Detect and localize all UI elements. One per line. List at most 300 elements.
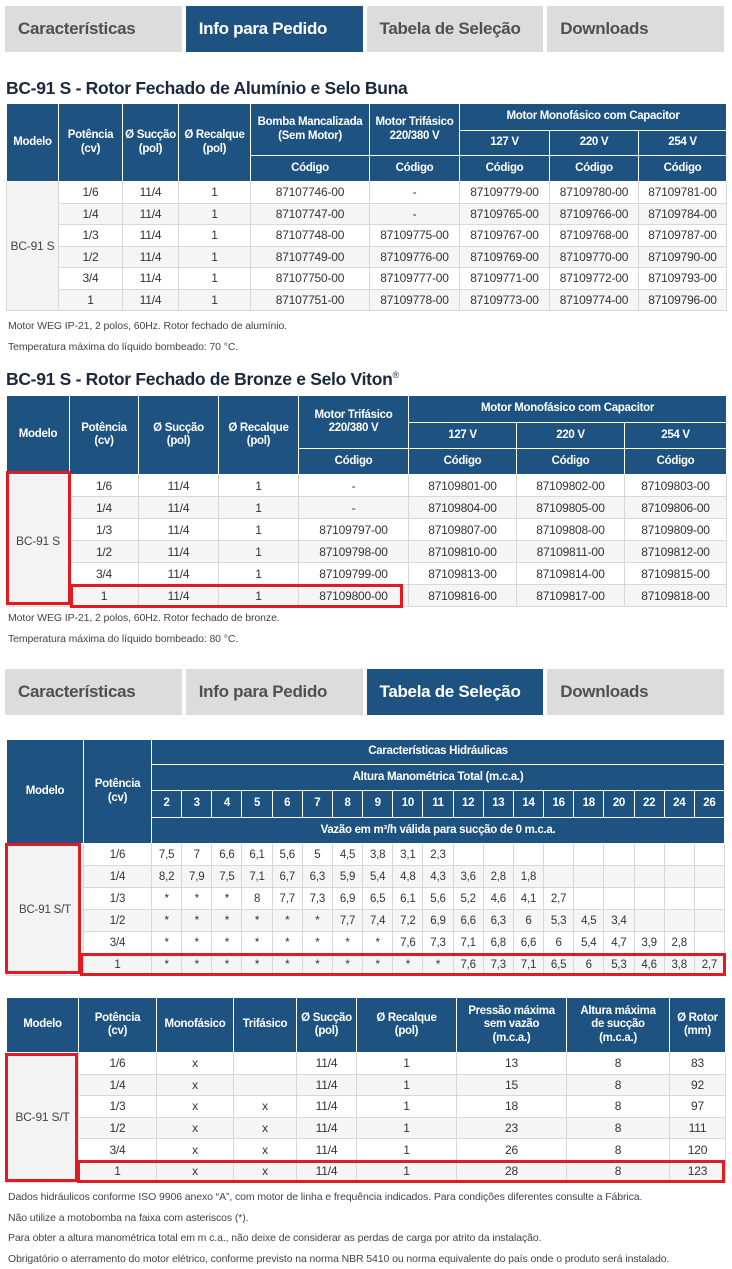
table-cell [234, 1074, 297, 1096]
table-cell: 83 [670, 1053, 726, 1075]
potencia-cell: 1 [84, 954, 152, 976]
vazao-cell [604, 888, 634, 910]
table-cell: 1 [219, 563, 299, 585]
header-220v: 220 V [517, 423, 625, 449]
table-cell: 87109815-00 [625, 563, 727, 585]
table-cell: 1/3 [79, 1096, 157, 1118]
note-line: Não utilize a motobomba na faixa com asteriscos (*). [8, 1208, 669, 1229]
vazao-cell: 4,1 [513, 888, 543, 910]
vazao-cell [664, 844, 694, 866]
model-cell: BC-91 S/T [7, 844, 84, 976]
table-cell: x [157, 1117, 234, 1139]
table-cell: 1/2 [70, 541, 139, 563]
vazao-cell: 6,6 [453, 910, 483, 932]
header-altura-value: 9 [363, 791, 393, 818]
vazao-cell: 4,6 [634, 954, 664, 976]
vazao-cell: 2,7 [544, 888, 574, 910]
table-cell: 11/4 [297, 1117, 357, 1139]
vazao-cell [453, 844, 483, 866]
vazao-cell [634, 888, 664, 910]
table-cell: 87109770-00 [550, 246, 639, 268]
table-cell: 87109778-00 [370, 289, 460, 311]
table-cell: - [299, 475, 409, 497]
header-potencia: Potência (cv) [59, 104, 123, 182]
vazao-cell: * [212, 910, 242, 932]
vazao-cell: * [182, 954, 212, 976]
header-altura-value: 3 [182, 791, 212, 818]
vazao-cell [634, 866, 664, 888]
header-altura-value: 16 [544, 791, 574, 818]
table-cell: 1/3 [70, 519, 139, 541]
tab-info-pedido[interactable]: Info para Pedido [186, 669, 363, 715]
mid-tab-bar [5, 669, 724, 715]
section2-title [6, 369, 399, 390]
table-cell: 87109813-00 [409, 563, 517, 585]
table-cell: 1 [59, 289, 123, 311]
vazao-cell: * [242, 932, 272, 954]
tab-downloads[interactable]: Downloads [547, 669, 724, 715]
header-codigo: Código [460, 156, 550, 182]
vazao-cell [694, 866, 724, 888]
table-cell: 87109803-00 [625, 475, 727, 497]
model-cell: BC-91 S [7, 475, 70, 607]
header-altura-succao: Altura máxima de sucção (m.c.a.) [567, 998, 670, 1053]
vazao-cell: * [212, 888, 242, 910]
table-cell: x [234, 1139, 297, 1161]
header-potencia: Potência (cv) [79, 998, 157, 1053]
table-cell: 92 [670, 1074, 726, 1096]
vazao-cell: 6,8 [483, 932, 513, 954]
table-cell: 1/4 [70, 497, 139, 519]
table-cell: 87109769-00 [460, 246, 550, 268]
table-cell [234, 1053, 297, 1075]
table-cell: 1 [357, 1160, 457, 1182]
table-cell: x [157, 1053, 234, 1075]
vazao-cell [604, 844, 634, 866]
table-cell: x [234, 1160, 297, 1182]
table-cell: 87109805-00 [517, 497, 625, 519]
vazao-cell: 6,5 [363, 888, 393, 910]
table-cell: 1/4 [59, 203, 123, 225]
vazao-cell: * [152, 910, 182, 932]
vazao-cell: 7,6 [393, 932, 423, 954]
table-cell: 87109767-00 [460, 225, 550, 247]
vazao-cell: * [302, 932, 332, 954]
vazao-cell: 6 [513, 910, 543, 932]
vazao-cell: * [152, 932, 182, 954]
header-succao: Ø Sucção (pol) [139, 396, 219, 475]
vazao-cell [694, 844, 724, 866]
table-cell: 1 [219, 585, 299, 607]
vazao-cell: 6,9 [423, 910, 453, 932]
vazao-cell: * [363, 932, 393, 954]
vazao-cell: * [332, 932, 362, 954]
table-cell: 11/4 [139, 563, 219, 585]
vazao-cell [483, 844, 513, 866]
vazao-cell [574, 888, 604, 910]
table-cell: 87109808-00 [517, 519, 625, 541]
vazao-cell [544, 844, 574, 866]
vazao-cell: 7,3 [302, 888, 332, 910]
table-cell: 1 [219, 497, 299, 519]
vazao-cell: * [182, 910, 212, 932]
table-cell: 87109802-00 [517, 475, 625, 497]
header-succao: Ø Sucção (pol) [297, 998, 357, 1053]
vazao-cell: 7,2 [393, 910, 423, 932]
header-codigo: Código [251, 156, 370, 182]
table-cell: x [157, 1160, 234, 1182]
table-row [7, 910, 725, 932]
table-cell: 87109804-00 [409, 497, 517, 519]
table-cell: 11/4 [139, 585, 219, 607]
vazao-cell: * [272, 954, 302, 976]
vazao-cell: 8 [242, 888, 272, 910]
table-cell: 1 [179, 225, 251, 247]
header-altura-value: 4 [212, 791, 242, 818]
vazao-cell: 7 [182, 844, 212, 866]
table-cell: x [157, 1074, 234, 1096]
table-cell: 18 [457, 1096, 567, 1118]
header-monofasico: Motor Monofásico com Capacitor [460, 104, 727, 131]
table-cell: 87109779-00 [460, 182, 550, 204]
vazao-cell [574, 866, 604, 888]
table-cell: 8 [567, 1117, 670, 1139]
table-cell: 26 [457, 1139, 567, 1161]
vazao-cell: * [152, 888, 182, 910]
tab-info-pedido[interactable]: Info para Pedido [186, 6, 363, 52]
table-cell: 87109807-00 [409, 519, 517, 541]
table-cell: 87109810-00 [409, 541, 517, 563]
vazao-cell: 3,4 [604, 910, 634, 932]
table-row [7, 541, 727, 563]
vazao-cell [694, 888, 724, 910]
vazao-cell: * [182, 888, 212, 910]
vazao-cell: * [152, 954, 182, 976]
vazao-cell: 3,6 [453, 866, 483, 888]
header-altura-value: 24 [664, 791, 694, 818]
section1-notes [8, 316, 287, 358]
table-cell: 87109818-00 [625, 585, 727, 607]
vazao-cell: * [393, 954, 423, 976]
header-codigo: Código [409, 449, 517, 475]
section2-title-text: BC-91 S - Rotor Fechado de Bronze e Selo Viton [6, 369, 393, 389]
header-altura-value: 8 [332, 791, 362, 818]
note-line: Temperatura máxima do líquido bombeado: 80 °C. [8, 629, 280, 650]
note-line: Obrigatório o aterramento do motor elétrico, conforme previsto na norma NBR 5410 ou norma equivalente do país onde o produto será instalado. [8, 1249, 669, 1269]
vazao-cell: * [302, 910, 332, 932]
vazao-cell: 6 [574, 954, 604, 976]
table-row [7, 519, 727, 541]
table-cell: 87109773-00 [460, 289, 550, 311]
table-cell: 87109774-00 [550, 289, 639, 311]
table-cell: 11/4 [123, 268, 179, 290]
table-cell: - [299, 497, 409, 519]
vazao-cell: 4,8 [393, 866, 423, 888]
header-recalque: Ø Recalque (pol) [219, 396, 299, 475]
tab-tabela-selecao[interactable]: Tabela de Seleção [367, 6, 544, 52]
vazao-cell: 7,3 [423, 932, 453, 954]
header-254v: 254 V [625, 423, 727, 449]
vazao-cell: 3,8 [363, 844, 393, 866]
vazao-cell: 7,4 [363, 910, 393, 932]
header-altura-value: 5 [242, 791, 272, 818]
table-cell: 87109817-00 [517, 585, 625, 607]
vazao-cell: 2,7 [694, 954, 724, 976]
table-cell: 87109772-00 [550, 268, 639, 290]
tab-downloads[interactable]: Downloads [547, 6, 724, 52]
header-altura-value: 20 [604, 791, 634, 818]
vazao-cell: 6,5 [544, 954, 574, 976]
table-cell: 3/4 [79, 1139, 157, 1161]
table-cell: 87107746-00 [251, 182, 370, 204]
table-cell: 1 [179, 268, 251, 290]
table-cell: 11/4 [139, 475, 219, 497]
header-codigo: Código [625, 449, 727, 475]
note-line: Motor WEG IP-21, 2 polos, 60Hz. Rotor fechado de bronze. [8, 608, 280, 629]
table-row [7, 954, 725, 976]
vazao-cell: 7,5 [152, 844, 182, 866]
header-modelo: Modelo [7, 740, 84, 844]
table-cell: 1/2 [79, 1117, 157, 1139]
table-cell: 87109793-00 [639, 268, 727, 290]
vazao-cell [634, 910, 664, 932]
vazao-cell: 6,1 [393, 888, 423, 910]
table-row [7, 844, 725, 866]
table-cell: 28 [457, 1160, 567, 1182]
vazao-cell: 7,7 [332, 910, 362, 932]
vazao-cell [513, 844, 543, 866]
vazao-cell: 5 [302, 844, 332, 866]
table-cell: x [234, 1096, 297, 1118]
vazao-cell [634, 844, 664, 866]
table-cell: 1 [79, 1160, 157, 1182]
vazao-cell: 3,8 [664, 954, 694, 976]
table-cell: 3/4 [59, 268, 123, 290]
vazao-cell: * [182, 932, 212, 954]
table-cell: 123 [670, 1160, 726, 1182]
table-cell: 8 [567, 1139, 670, 1161]
vazao-cell [694, 932, 724, 954]
header-mancalizada: Bomba Mancalizada (Sem Motor) [251, 104, 370, 156]
table-cell: 1 [179, 182, 251, 204]
model-cell: BC-91 S [7, 182, 59, 311]
table-cell: 87109812-00 [625, 541, 727, 563]
table-cell: 8 [567, 1074, 670, 1096]
vazao-cell: 5,2 [453, 888, 483, 910]
vazao-cell: 7,6 [453, 954, 483, 976]
potencia-cell: 3/4 [84, 932, 152, 954]
header-succao: Ø Sucção (pol) [123, 104, 179, 182]
table-cell: 87109796-00 [639, 289, 727, 311]
table-cell: 87109798-00 [299, 541, 409, 563]
table-cell: 1 [179, 289, 251, 311]
table-cell: 87109809-00 [625, 519, 727, 541]
vazao-cell: * [363, 954, 393, 976]
table-caracteristicas-hidraulicas [6, 739, 725, 976]
vazao-cell: * [212, 932, 242, 954]
table-cell: 11/4 [123, 289, 179, 311]
table-cell: 1 [179, 246, 251, 268]
table-cell: 1 [357, 1053, 457, 1075]
vazao-cell: 5,6 [423, 888, 453, 910]
potencia-cell: 1/6 [84, 844, 152, 866]
tab-caracteristicas[interactable]: Características [5, 669, 182, 715]
vazao-cell [664, 910, 694, 932]
table-row [7, 182, 727, 204]
table-cell: 87109787-00 [639, 225, 727, 247]
table-cell: 1 [357, 1139, 457, 1161]
table-cell: 87109775-00 [370, 225, 460, 247]
header-codigo: Código [639, 156, 727, 182]
table-cell: 87109814-00 [517, 563, 625, 585]
header-altura-value: 2 [152, 791, 182, 818]
header-127v: 127 V [460, 131, 550, 156]
table-row [7, 866, 725, 888]
vazao-cell: 5,3 [604, 954, 634, 976]
table-cell: 1 [357, 1117, 457, 1139]
header-recalque: Ø Recalque (pol) [357, 998, 457, 1053]
vazao-cell [664, 888, 694, 910]
vazao-cell: 6,9 [332, 888, 362, 910]
table-cell: 15 [457, 1074, 567, 1096]
table-cell: 11/4 [297, 1160, 357, 1182]
vazao-cell: 6,6 [513, 932, 543, 954]
header-vazao: Vazão em m³/h válida para sucção de 0 m.c.a. [152, 818, 725, 844]
registered-mark: ® [393, 370, 399, 380]
table-cell: 11/4 [297, 1053, 357, 1075]
vazao-cell: 7,5 [212, 866, 242, 888]
table-row [7, 475, 727, 497]
table-cell: - [370, 203, 460, 225]
table-row [7, 289, 727, 311]
table-cell: 11/4 [123, 203, 179, 225]
table-row [7, 225, 727, 247]
table-cell: 11/4 [123, 225, 179, 247]
table-cell: 87107751-00 [251, 289, 370, 311]
header-modelo: Modelo [7, 396, 70, 475]
header-trifasico: Trifásico [234, 998, 297, 1053]
vazao-cell: 5,4 [363, 866, 393, 888]
potencia-cell: 1/2 [84, 910, 152, 932]
tab-tabela-selecao[interactable]: Tabela de Seleção [367, 669, 544, 715]
table-cell: 87109800-00 [299, 585, 409, 607]
table-cell: 11/4 [139, 519, 219, 541]
top-tab-bar [5, 6, 724, 52]
potencia-cell: 1/4 [84, 866, 152, 888]
table-cell: 1/6 [70, 475, 139, 497]
table-cell: 87109777-00 [370, 268, 460, 290]
header-codigo: Código [550, 156, 639, 182]
table-cell: 11/4 [297, 1096, 357, 1118]
header-altura-value: 10 [393, 791, 423, 818]
table-cell: 23 [457, 1117, 567, 1139]
table-cell: 87109816-00 [409, 585, 517, 607]
section1-title: BC-91 S - Rotor Fechado de Alumínio e Selo Buna [6, 78, 407, 99]
table-cell: 87109799-00 [299, 563, 409, 585]
vazao-cell [574, 844, 604, 866]
vazao-cell: 5,9 [332, 866, 362, 888]
vazao-cell: 6,3 [483, 910, 513, 932]
table-cell: 11/4 [123, 182, 179, 204]
vazao-cell: 5,4 [574, 932, 604, 954]
table-row [7, 1160, 726, 1182]
tab-caracteristicas[interactable]: Características [5, 6, 182, 52]
vazao-cell: 3,9 [634, 932, 664, 954]
header-254v: 254 V [639, 131, 727, 156]
vazao-cell: 8,2 [152, 866, 182, 888]
header-potencia: Potência (cv) [70, 396, 139, 475]
note-line: Dados hidráulicos conforme ISO 9906 anexo “A”, com motor de linha e frequência indicados. Para condições diferentes consulte a Fábrica. [8, 1187, 669, 1208]
vazao-cell: 6,6 [212, 844, 242, 866]
table-row [7, 888, 725, 910]
table-cell: 11/4 [123, 246, 179, 268]
table-cell: 1 [219, 541, 299, 563]
table-row [7, 1096, 726, 1118]
header-codigo: Código [517, 449, 625, 475]
table-row [7, 497, 727, 519]
header-pressao: Pressão máxima sem vazão (m.c.a.) [457, 998, 567, 1053]
vazao-cell: 6,7 [272, 866, 302, 888]
vazao-cell: * [212, 954, 242, 976]
header-modelo: Modelo [7, 998, 79, 1053]
header-altura-value: 11 [423, 791, 453, 818]
vazao-cell: 4,7 [604, 932, 634, 954]
vazao-cell [604, 866, 634, 888]
table-cell: 3/4 [70, 563, 139, 585]
vazao-cell: * [332, 954, 362, 976]
potencia-cell: 1/3 [84, 888, 152, 910]
table-cell: 8 [567, 1096, 670, 1118]
vazao-cell: * [302, 954, 332, 976]
vazao-cell: 2,8 [483, 866, 513, 888]
table-cell: 87109784-00 [639, 203, 727, 225]
vazao-cell [694, 910, 724, 932]
header-altura-value: 13 [483, 791, 513, 818]
header-rotor: Ø Rotor (mm) [670, 998, 726, 1053]
vazao-cell: 7,1 [242, 866, 272, 888]
header-monofasico: Monofásico [157, 998, 234, 1053]
table-row [7, 268, 727, 290]
table-row [7, 1117, 726, 1139]
table-row [7, 1053, 726, 1075]
section2-notes [8, 608, 280, 650]
header-220v: 220 V [550, 131, 639, 156]
section4-notes [8, 1187, 669, 1269]
table-cell: 8 [567, 1160, 670, 1182]
table-cell: 8 [567, 1053, 670, 1075]
table-cell: 87109790-00 [639, 246, 727, 268]
table-cell: 11/4 [139, 497, 219, 519]
vazao-cell: 2,3 [423, 844, 453, 866]
vazao-cell: 6 [544, 932, 574, 954]
table-cell: x [157, 1096, 234, 1118]
table-especificacoes [6, 997, 726, 1183]
table-cell: 111 [670, 1117, 726, 1139]
header-altura: Altura Manométrica Total (m.c.a.) [152, 765, 725, 791]
table-cell: 11/4 [297, 1074, 357, 1096]
table-cell: x [234, 1117, 297, 1139]
table-cell: - [370, 182, 460, 204]
vazao-cell [544, 866, 574, 888]
table-cell: 1 [357, 1096, 457, 1118]
table-cell: 87109765-00 [460, 203, 550, 225]
table-cell: 87107747-00 [251, 203, 370, 225]
vazao-cell: 2,8 [664, 932, 694, 954]
vazao-cell: 7,1 [453, 932, 483, 954]
table-cell: 1 [179, 203, 251, 225]
vazao-cell: * [272, 910, 302, 932]
table-cell: 87109776-00 [370, 246, 460, 268]
